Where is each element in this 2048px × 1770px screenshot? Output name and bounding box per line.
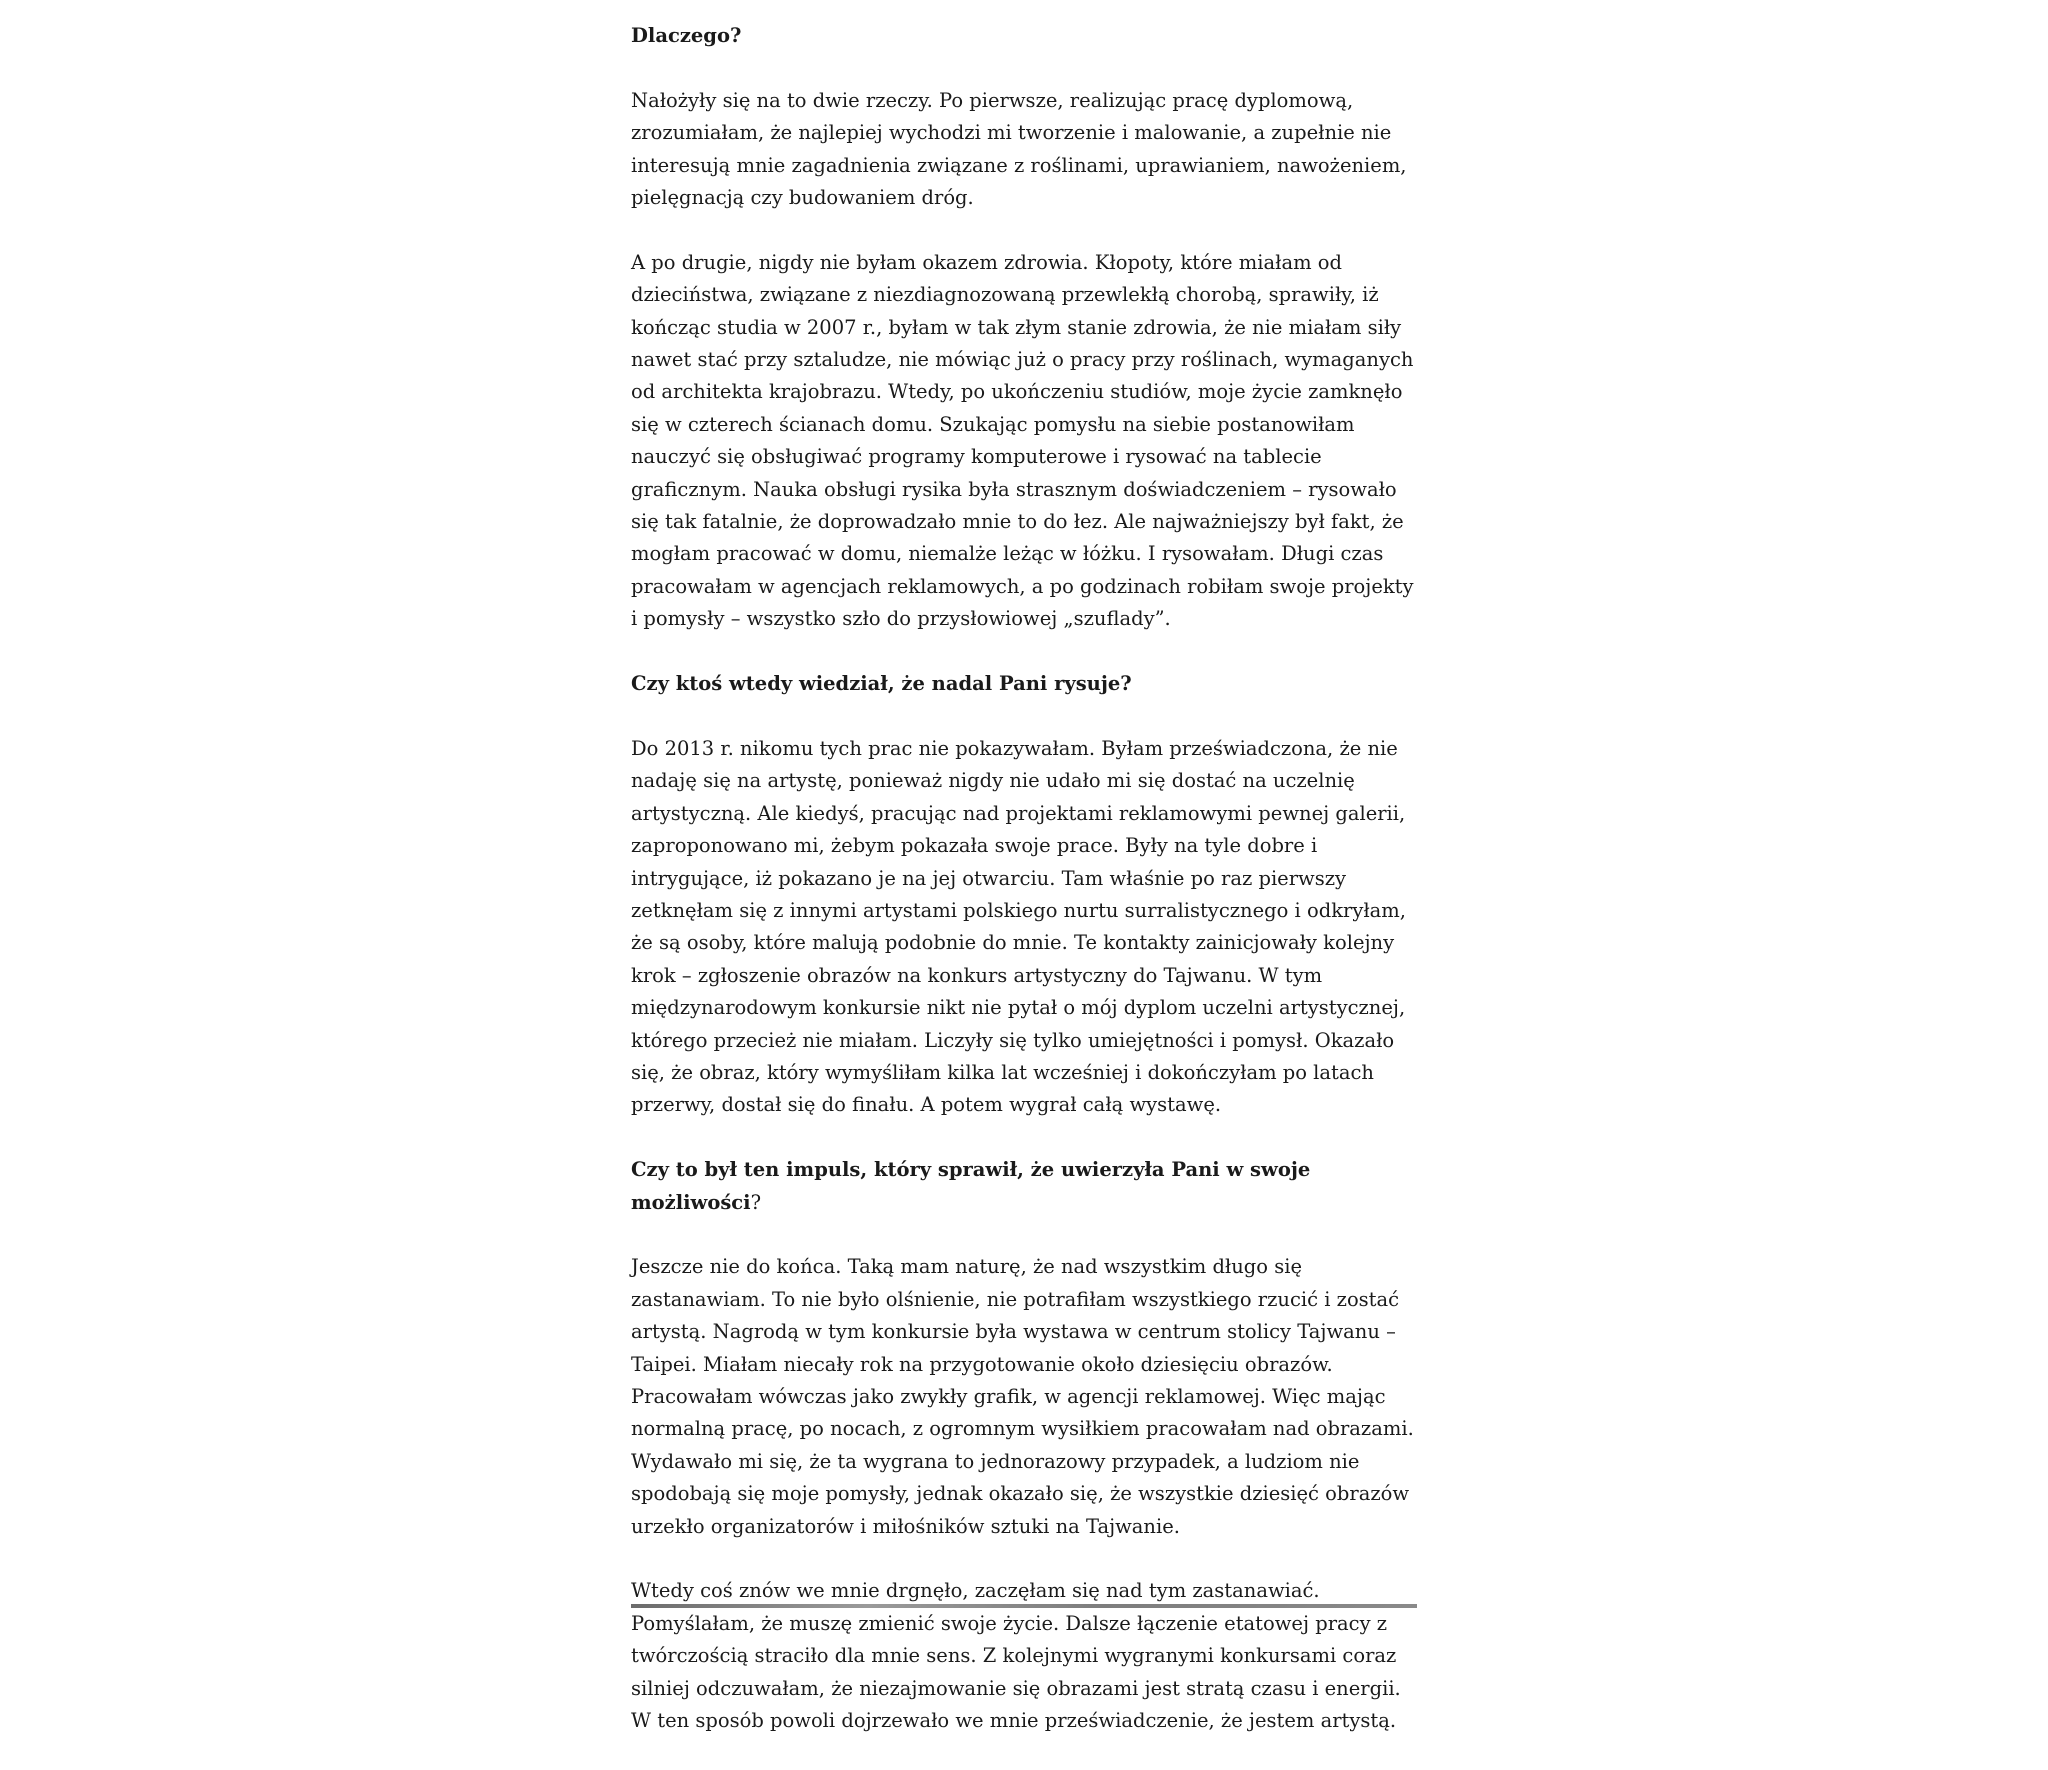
question-mark: ? (750, 1190, 762, 1214)
article-image-edge (631, 1604, 1417, 1608)
interview-question: Czy ktoś wtedy wiedział, że nadal Pani rysuje? (631, 672, 1132, 696)
interview-question: Dlaczego? (631, 24, 742, 47)
interview-answer: Do 2013 r. nikomu tych prac nie pokazywałam. Byłam przeświadczona, że nie nadaję się na artystę, ponieważ nigdy nie udało mi się dostać na uczelnię artystyczną. Ale kiedyś, pracując nad projektami reklamowymi pewnej galerii, zaproponowano mi, żebym pokazała swoje prace. Były na tyle dobre i intrygujące, iż pokazano je na jej otwarciu. Tam właśnie po raz pierwszy zetknęłam się z innymi artystami polskiego nurtu surralistycznego i odkryłam, że są osoby, które malują podobnie do mnie. Te kontakty zainicjowały kolejny krok – zgłoszenie obrazów na konkurs artystyczny do Tajwanu. W tym międzynarodowym konkursie nikt nie pytał o mój dyplom uczelni artystycznej, którego przecież nie miałam. Liczyły się tylko umiejętności i pomysł. Okazało się, że obraz, który wymyśliłam kilka lat wcześniej i dokończyłam po latach przerwy, dostał się do finału. A potem wygrał całą wystawę. (631, 736, 1406, 1117)
article-body (631, 20, 1421, 1770)
interview-answer: Nałożyły się na to dwie rzeczy. Po pierwsze, realizując pracę dyplomową, zrozumiałam, że najlepiej wychodzi mi tworzenie i malowanie, a zupełnie nie interesują mnie zagadnienia związane z roślinami, uprawianiem, nawożeniem, pielęgnacją czy budowaniem dróg. (631, 88, 1407, 210)
interview-answer: Jeszcze nie do końca. Taką mam naturę, że nad wszystkim długo się zastanawiam. To nie było olśnienie, nie potrafiłam wszystkiego rzucić i zostać artystą. Nagrodą w tym konkursie była wystawa w centrum stolicy Tajwanu – Taipei. Miałam niecały rok na przygotowanie około dziesięciu obrazów. Pracowałam wówczas jako zwykły grafik, w agencji reklamowej. Więc mając normalną pracę, po nocach, z ogromnym wysiłkiem pracowałam nad obrazami. Wydawało mi się, że ta wygrana to jednorazowy przypadek, a ludziom nie spodobają się moje pomysły, jednak okazało się, że wszystkie dziesięć obrazów urzekło organizatorów i miłośników sztuki na Tajwanie. (631, 1255, 1414, 1538)
interview-answer: A po drugie, nigdy nie byłam okazem zdrowia. Kłopoty, które miałam od dzieciństwa, związane z niezdiagnozowaną przewlekłą chorobą, sprawiły, iż kończąc studia w 2007 r., byłam w tak złym stanie zdrowia, że nie miałam siły nawet stać przy sztaludze, nie mówiąc już o pracy przy roślinach, wymaganych od architekta krajobrazu. Wtedy, po ukończeniu studiów, moje życie zamknęło się w czterech ścianach domu. Szukając pomysłu na siebie postanowiłam nauczyć się obsługiwać programy komputerowe i rysować na tablecie graficznym. Nauka obsługi rysika była strasznym doświadczeniem – rysowało się tak fatalnie, że doprowadzało mnie to do łez. Ale najważniejszy był fakt, że mogłam pracować w domu, niemalże leżąc w łóżku. I rysowałam. Długi czas pracowałam w agencjach reklamowych, a po godzinach robiłam swoje projekty i pomysły – wszystko szło do przysłowiowej „szuflady”. (631, 250, 1414, 631)
interview-question (631, 1154, 1421, 1219)
interview-answer: Wtedy coś znów we mnie drgnęło, zaczęłam się nad tym zastanawiać. Pomyślałam, że muszę zmienić swoje życie. Dalsze łączenie etatowej pracy z twórczością straciło dla mnie sens. Z kolejnymi wygranymi konkursami coraz silniej odczuwałam, że niezajmowanie się obrazami jest stratą czasu i energii. W ten sposób powoli dojrzewało we mnie przeświadczenie, że jestem artystą. (631, 1579, 1401, 1733)
question-text: Czy to był ten impuls, który sprawił, że uwierzyła Pani w swoje możliwości (631, 1158, 1311, 1214)
